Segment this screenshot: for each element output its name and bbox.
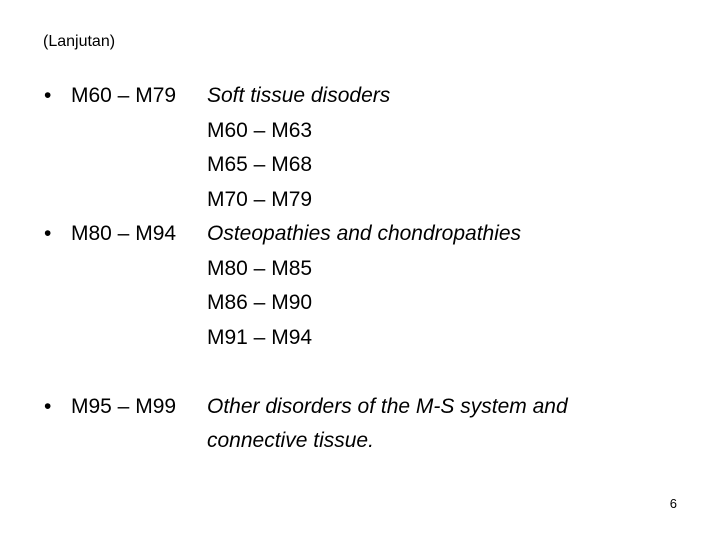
list-item: [44, 222, 704, 257]
range-description: Other disorders of the M-S system and: [207, 394, 568, 418]
slide-header: (Lanjutan): [43, 33, 116, 50]
range-description: Soft tissue disoders: [207, 84, 391, 107]
range-description-continued: connective tissue.: [207, 429, 374, 452]
code-range: M80 – M94: [71, 222, 177, 245]
list-item: [44, 84, 704, 119]
bullet-icon: •: [44, 222, 52, 245]
range-description: Osteopathies and chondropathies: [207, 222, 522, 245]
subrange-item: M70 – M79: [207, 187, 313, 211]
page-number: 6: [669, 496, 677, 511]
code-range: M95 – M99: [71, 394, 177, 418]
bullet-list: [44, 84, 704, 464]
subrange-item: M60 – M63: [207, 118, 313, 142]
subrange-item: M80 – M85: [207, 256, 313, 280]
subrange-item: M65 – M68: [207, 153, 313, 176]
subrange-item: M86 – M90: [207, 291, 313, 314]
spacer: [44, 360, 704, 395]
code-range: M60 – M79: [71, 84, 177, 107]
bullet-icon: •: [44, 84, 52, 107]
list-item: [44, 395, 704, 430]
bullet-icon: •: [44, 394, 52, 418]
subrange-item: M91 – M94: [207, 325, 313, 349]
